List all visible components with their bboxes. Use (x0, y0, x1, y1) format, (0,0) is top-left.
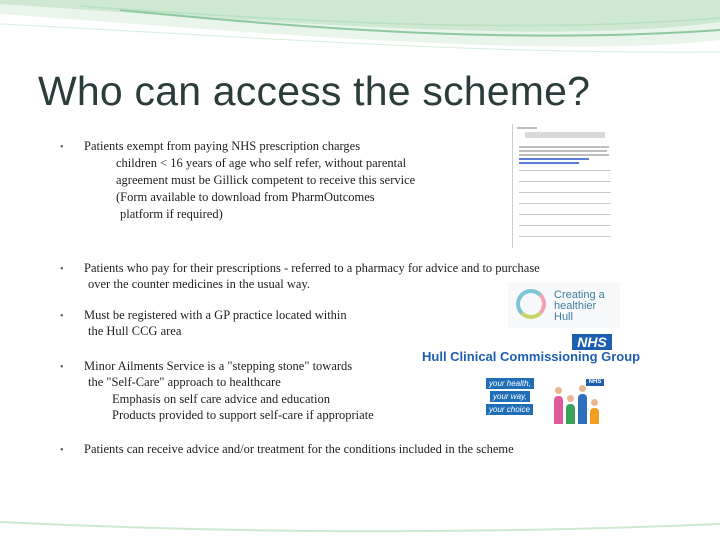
bullet-2-line-2: over the counter medicines in the usual way. (88, 277, 311, 291)
healthier-hull-logo (508, 282, 620, 328)
logo-text: healthier (554, 300, 597, 312)
bullet-1-line-2: children < 16 years of age who self refer, without parental (116, 156, 407, 170)
header-swoosh-decoration (0, 0, 720, 70)
person-figure (554, 396, 563, 424)
bullet-4-line-4: Products provided to support self-care if appropriate (112, 408, 374, 422)
page-title: Who can access the scheme? (38, 68, 591, 114)
bullet-marker: • (60, 264, 64, 275)
ccg-name: Hull Clinical Commissioning Group (422, 349, 641, 364)
bullet-1-line-1: Patients exempt from paying NHS prescription charges (84, 139, 361, 153)
bullet-3-line-2: the Hull CCG area (88, 324, 182, 338)
heart-ring-icon (516, 289, 546, 319)
consent-form-thumbnail (512, 124, 613, 248)
bullet-4-line-3: Emphasis on self care advice and education (112, 392, 330, 406)
nhs-logo: NHS (586, 379, 604, 386)
hull-ccg-logo (420, 334, 641, 364)
nhs-logo: NHS (572, 334, 612, 350)
bullet-5-line-1: Patients can receive advice and/or treatment for the conditions included in the scheme (84, 442, 514, 456)
campaign-tag: your choice (486, 404, 533, 415)
person-figure (578, 394, 587, 424)
bullet-marker: • (60, 311, 64, 322)
bullet-marker: • (60, 142, 64, 153)
person-figure (590, 408, 599, 424)
logo-text: Hull (554, 311, 573, 323)
bullet-1-line-5: platform if required) (120, 207, 223, 221)
your-health-campaign-image (484, 374, 614, 424)
bullet-3-line-1: Must be registered with a GP practice located within (84, 308, 347, 322)
bullet-2-line-1: Patients who pay for their prescriptions - referred to a pharmacy for advice and to purchase (84, 261, 540, 275)
bullet-marker: • (60, 445, 64, 456)
bullet-4-line-2: the "Self-Care" approach to healthcare (88, 375, 281, 389)
bullet-marker: • (60, 362, 64, 373)
person-figure (566, 404, 575, 424)
bullet-1-line-4: (Form available to download from PharmOutcomes (116, 190, 375, 204)
campaign-tag: your health, (486, 378, 534, 389)
footer-swoosh-decoration (0, 520, 720, 540)
bullet-1-line-3: agreement must be Gillick competent to receive this service (116, 173, 416, 187)
bullet-4-line-1: Minor Ailments Service is a "stepping stone" towards (84, 359, 353, 373)
logo-text: Creating a (554, 289, 605, 301)
campaign-tag: your way, (490, 391, 530, 402)
